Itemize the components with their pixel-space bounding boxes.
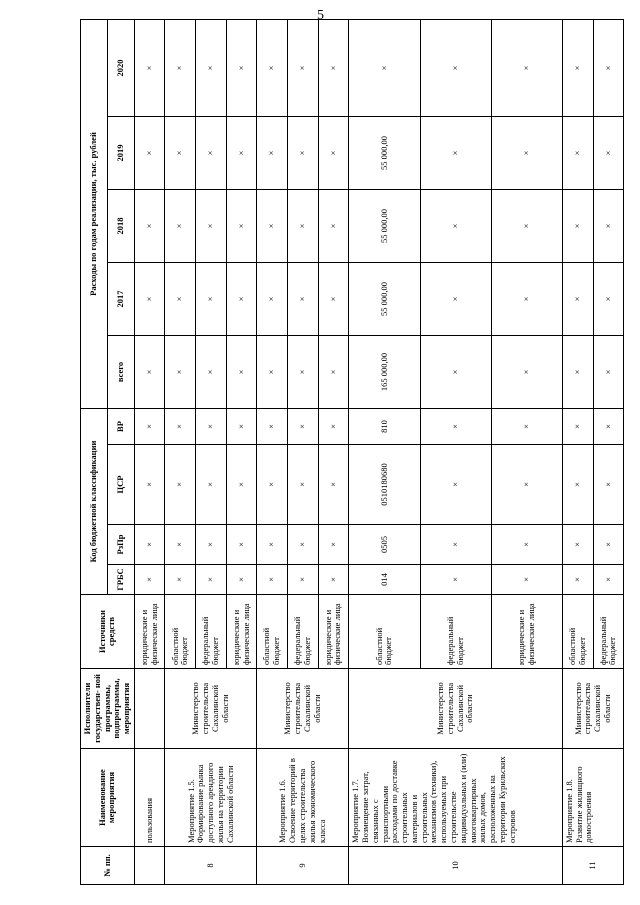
- cell-x: ×: [420, 525, 491, 565]
- cell-name: пользования: [134, 749, 165, 847]
- cell-x: ×: [593, 409, 624, 445]
- cell-x: ×: [420, 263, 491, 336]
- cell-name: Мероприятие 1.5. Формирование рынка доступного арендного жилья на территории Сахалинской области: [165, 749, 257, 847]
- cell-x: ×: [165, 190, 196, 263]
- header-budget-code: Код бюджетной классификации: [81, 409, 108, 595]
- cell-x: ×: [165, 445, 196, 525]
- header-csr: ЦСР: [107, 445, 134, 525]
- cell-2018: 55 000,00: [349, 190, 420, 263]
- cell-x: ×: [318, 445, 349, 525]
- header-row-1: [81, 19, 108, 884]
- cell-source: федеральный бюджет: [288, 595, 319, 669]
- cell-x: ×: [257, 525, 288, 565]
- cell-source: областной бюджет: [349, 595, 420, 669]
- cell-x: ×: [420, 19, 491, 116]
- cell-source: федеральный бюджет: [593, 595, 624, 669]
- cell-rzpr: 0505: [349, 525, 420, 565]
- cell-x: ×: [196, 409, 227, 445]
- cell-source: федеральный бюджет: [196, 595, 227, 669]
- cell-x: ×: [288, 409, 319, 445]
- cell-x: ×: [226, 263, 257, 336]
- page-number: 5: [317, 8, 324, 23]
- budget-table: [80, 19, 624, 885]
- cell-x: ×: [562, 117, 593, 190]
- cell-name: Мероприятие 1.7. Возмещение затрат, связанных с транспортными расходами по доставке строительных материалов и строительных механизмов (техники), используемых при строительстве индивидуальных и (или) многоквартирных жилых домов, расположенных на территории Курильских островов: [349, 749, 563, 847]
- header-2019: 2019: [107, 117, 134, 190]
- cell-name: Мероприятие 1.6. Освоение территорий в целях строительства жилья экономического класса: [257, 749, 349, 847]
- cell-source: юридические и физические лица: [491, 595, 562, 669]
- cell-x: ×: [562, 445, 593, 525]
- cell-x: ×: [196, 19, 227, 116]
- cell-x: ×: [318, 263, 349, 336]
- cell-x: ×: [196, 565, 227, 595]
- table-row: [257, 19, 288, 884]
- cell-x: ×: [491, 190, 562, 263]
- cell-x: ×: [196, 117, 227, 190]
- header-rzpr: РзПр: [107, 525, 134, 565]
- cell-x: ×: [196, 525, 227, 565]
- cell-num: [134, 847, 165, 885]
- cell-x: ×: [134, 117, 165, 190]
- cell-executor: Министерство строительства Сахалинской области: [165, 669, 257, 749]
- cell-x: ×: [165, 336, 196, 409]
- cell-x: ×: [196, 263, 227, 336]
- cell-x: ×: [288, 525, 319, 565]
- header-sources: Источники средств: [81, 595, 135, 669]
- cell-num: 8: [165, 847, 257, 885]
- cell-x: ×: [196, 190, 227, 263]
- cell-x: ×: [288, 445, 319, 525]
- header-total: всего: [107, 336, 134, 409]
- cell-x: ×: [318, 525, 349, 565]
- cell-x: ×: [593, 525, 624, 565]
- cell-x: ×: [420, 190, 491, 263]
- header-num: № пп.: [81, 847, 135, 885]
- cell-x: ×: [593, 336, 624, 409]
- header-2017: 2017: [107, 263, 134, 336]
- cell-total: 165 000,00: [349, 336, 420, 409]
- cell-2017: 55 000,00: [349, 263, 420, 336]
- header-vr: ВР: [107, 409, 134, 445]
- cell-x: ×: [593, 190, 624, 263]
- cell-2019: 55 000,00: [349, 117, 420, 190]
- cell-x: ×: [562, 263, 593, 336]
- cell-x: ×: [196, 445, 227, 525]
- cell-x: ×: [491, 525, 562, 565]
- cell-x: ×: [165, 19, 196, 116]
- cell-num: 10: [349, 847, 563, 885]
- rotated-table-area: [80, 20, 618, 885]
- cell-x: ×: [288, 19, 319, 116]
- cell-x: ×: [226, 19, 257, 116]
- cell-x: ×: [165, 525, 196, 565]
- cell-x: ×: [318, 190, 349, 263]
- cell-x: ×: [288, 263, 319, 336]
- cell-x: ×: [593, 117, 624, 190]
- cell-x: ×: [226, 409, 257, 445]
- cell-x: ×: [593, 263, 624, 336]
- cell-x: ×: [134, 336, 165, 409]
- cell-num: 9: [257, 847, 349, 885]
- cell-x: ×: [420, 565, 491, 595]
- header-executor: Исполнители государствен- ной программы, подпрограммы, мероприятия: [81, 669, 135, 749]
- header-2018: 2018: [107, 190, 134, 263]
- cell-x: ×: [257, 565, 288, 595]
- cell-x: ×: [593, 19, 624, 116]
- cell-num: 11: [562, 847, 623, 885]
- table-row: [134, 19, 165, 884]
- cell-x: ×: [257, 409, 288, 445]
- cell-x: ×: [226, 565, 257, 595]
- cell-x: ×: [318, 19, 349, 116]
- cell-source: областной бюджет: [257, 595, 288, 669]
- cell-x: ×: [491, 445, 562, 525]
- cell-x: ×: [134, 565, 165, 595]
- cell-x: ×: [288, 190, 319, 263]
- header-2020: 2020: [107, 19, 134, 116]
- header-grbs: ГРБС: [107, 565, 134, 595]
- cell-x: ×: [226, 190, 257, 263]
- cell-x: ×: [196, 336, 227, 409]
- cell-x: ×: [134, 263, 165, 336]
- cell-x: ×: [288, 336, 319, 409]
- cell-x: ×: [491, 19, 562, 116]
- table-row: [165, 19, 196, 884]
- cell-x: ×: [134, 190, 165, 263]
- cell-x: ×: [165, 565, 196, 595]
- header-name: Наименование мероприятия: [81, 749, 135, 847]
- cell-x: ×: [491, 409, 562, 445]
- cell-x: ×: [165, 263, 196, 336]
- cell-name: Мероприятие 1.8. Развитие жилищного домостроения: [562, 749, 623, 847]
- cell-x: ×: [257, 190, 288, 263]
- cell-x: ×: [593, 565, 624, 595]
- cell-x: ×: [420, 336, 491, 409]
- cell-x: ×: [226, 117, 257, 190]
- cell-x: ×: [257, 445, 288, 525]
- cell-x: ×: [165, 409, 196, 445]
- cell-x: ×: [288, 117, 319, 190]
- cell-x: ×: [257, 263, 288, 336]
- cell-x: ×: [257, 19, 288, 116]
- cell-x: ×: [318, 409, 349, 445]
- cell-x: ×: [165, 117, 196, 190]
- cell-x: ×: [226, 445, 257, 525]
- cell-x: ×: [349, 19, 420, 116]
- cell-x: ×: [562, 525, 593, 565]
- header-expenses: Расходы по годам реализации, тыс. рублей: [81, 19, 108, 408]
- cell-vr: 810: [349, 409, 420, 445]
- cell-x: ×: [562, 19, 593, 116]
- cell-source: областной бюджет: [165, 595, 196, 669]
- cell-x: ×: [257, 117, 288, 190]
- cell-source: юридические и физические лица: [318, 595, 349, 669]
- cell-x: ×: [420, 409, 491, 445]
- cell-x: ×: [593, 445, 624, 525]
- cell-source: юридические и физические лица: [134, 595, 165, 669]
- cell-x: ×: [562, 336, 593, 409]
- cell-source: федеральный бюджет: [420, 595, 491, 669]
- cell-x: ×: [257, 336, 288, 409]
- cell-source: областной бюджет: [562, 595, 593, 669]
- cell-executor: Министерство строительства Сахалинской области: [257, 669, 349, 749]
- cell-grbs: 014: [349, 565, 420, 595]
- cell-x: ×: [134, 445, 165, 525]
- cell-source: юридические и физические лица: [226, 595, 257, 669]
- cell-x: ×: [562, 409, 593, 445]
- table-row: [349, 19, 420, 884]
- cell-x: ×: [318, 117, 349, 190]
- cell-x: ×: [318, 565, 349, 595]
- cell-x: ×: [226, 336, 257, 409]
- cell-x: ×: [562, 565, 593, 595]
- cell-x: ×: [134, 525, 165, 565]
- cell-x: ×: [420, 117, 491, 190]
- cell-x: ×: [491, 336, 562, 409]
- cell-x: ×: [420, 445, 491, 525]
- cell-executor: [134, 669, 165, 749]
- cell-x: ×: [134, 19, 165, 116]
- cell-x: ×: [318, 336, 349, 409]
- cell-x: ×: [134, 409, 165, 445]
- cell-x: ×: [288, 565, 319, 595]
- cell-x: ×: [491, 263, 562, 336]
- cell-x: ×: [562, 190, 593, 263]
- cell-x: ×: [491, 117, 562, 190]
- cell-x: ×: [491, 565, 562, 595]
- cell-executor: Министерство строительства Сахалинской области: [562, 669, 623, 749]
- cell-csr: 0510180680: [349, 445, 420, 525]
- table-row: [562, 19, 593, 884]
- cell-executor: Министерство строительства Сахалинской области: [349, 669, 563, 749]
- cell-x: ×: [226, 525, 257, 565]
